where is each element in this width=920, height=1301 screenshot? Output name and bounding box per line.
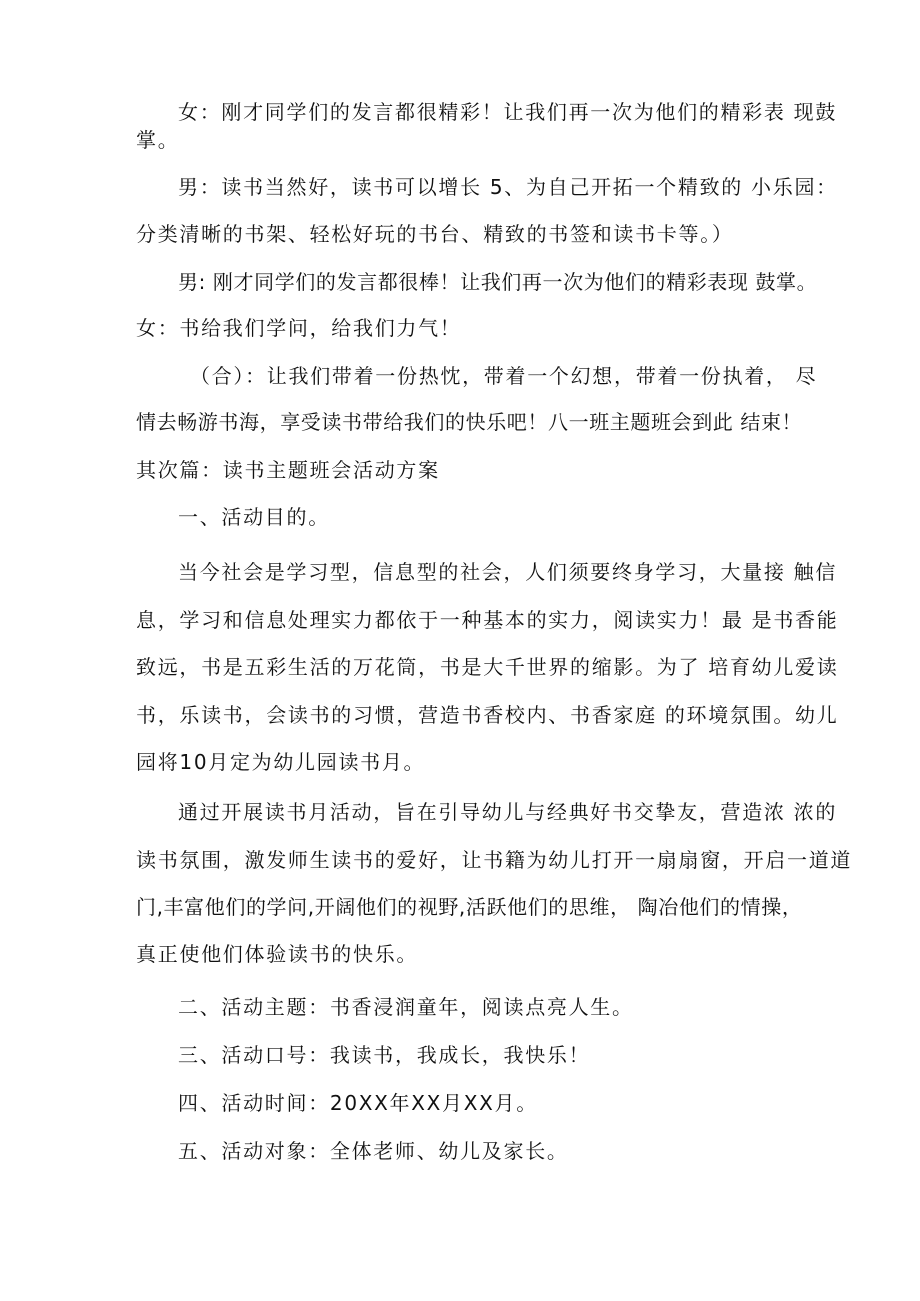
text-line: 男：读书当然好，读书可以增长 5、为自己开拓一个精致的 小乐园： (178, 175, 838, 199)
text-line: （合）：让我们带着一份热忱，带着一个幻想，带着一份执着， 尽 (190, 364, 818, 388)
text-line: 息，学习和信息处理实力都依于一种基本的实力，阅读实力！最 是书香能 (136, 608, 839, 632)
section-heading: 一、活动目的。 (178, 505, 330, 529)
text-line: 致远，书是五彩生活的万花筒，书是大千世界的缩影。为了 培育幼儿爱读 (136, 655, 839, 679)
text-line: 四、活动时间：20XX年XX月XX月。 (178, 1091, 538, 1115)
text-line: 读书氛围，激发师生读书的爱好，让书籍为幼儿打开一扇扇窗，开启一道道 (136, 848, 853, 872)
text-line: 情去畅游书海，享受读书带给我们的快乐吧！八一班主题班会到此 结束！ (136, 410, 803, 434)
text-line: 男: 刚才同学们的发言都很棒！让我们再一次为他们的精彩表现 鼓掌。 (178, 270, 818, 294)
text-line: 三、活动口号：我读书，我成长，我快乐！ (178, 1043, 591, 1067)
section-heading: 其次篇：读书主题班会活动方案 (136, 458, 440, 482)
text-line: 二、活动主题：书香浸润童年，阅读点亮人生。 (178, 995, 634, 1019)
text-line: 真正使他们体验读书的快乐。 (136, 942, 419, 966)
text-line: 当今社会是学习型，信息型的社会，人们须要终身学习，大量接 触信 (178, 560, 838, 584)
text-line: 五、活动对象：全体老师、幼儿及家长。 (178, 1139, 569, 1163)
text-line: 女：刚才同学们的发言都很精彩！让我们再一次为他们的精彩表 现鼓 (178, 100, 838, 124)
text-line: 分类清晰的书架、轻松好玩的书台、精致的书签和读书卡等。） (136, 222, 734, 246)
text-line: 掌。 (136, 128, 180, 152)
text-line: 通过开展读书月活动，旨在引导幼儿与经典好书交挚友，营造浓 浓的 (178, 800, 838, 824)
text-line: 园将10月定为幼儿园读书月。 (136, 750, 426, 774)
text-line: 书，乐读书，会读书的习惯，营造书香校内、书香家庭 的环境氛围。幼儿 (136, 703, 839, 727)
text-line: 女：书给我们学问，给我们力气！ (136, 316, 462, 340)
text-line: 门,丰富他们的学问,开阔他们的视野,活跃他们的思维， 陶冶他们的情操， (136, 895, 803, 919)
